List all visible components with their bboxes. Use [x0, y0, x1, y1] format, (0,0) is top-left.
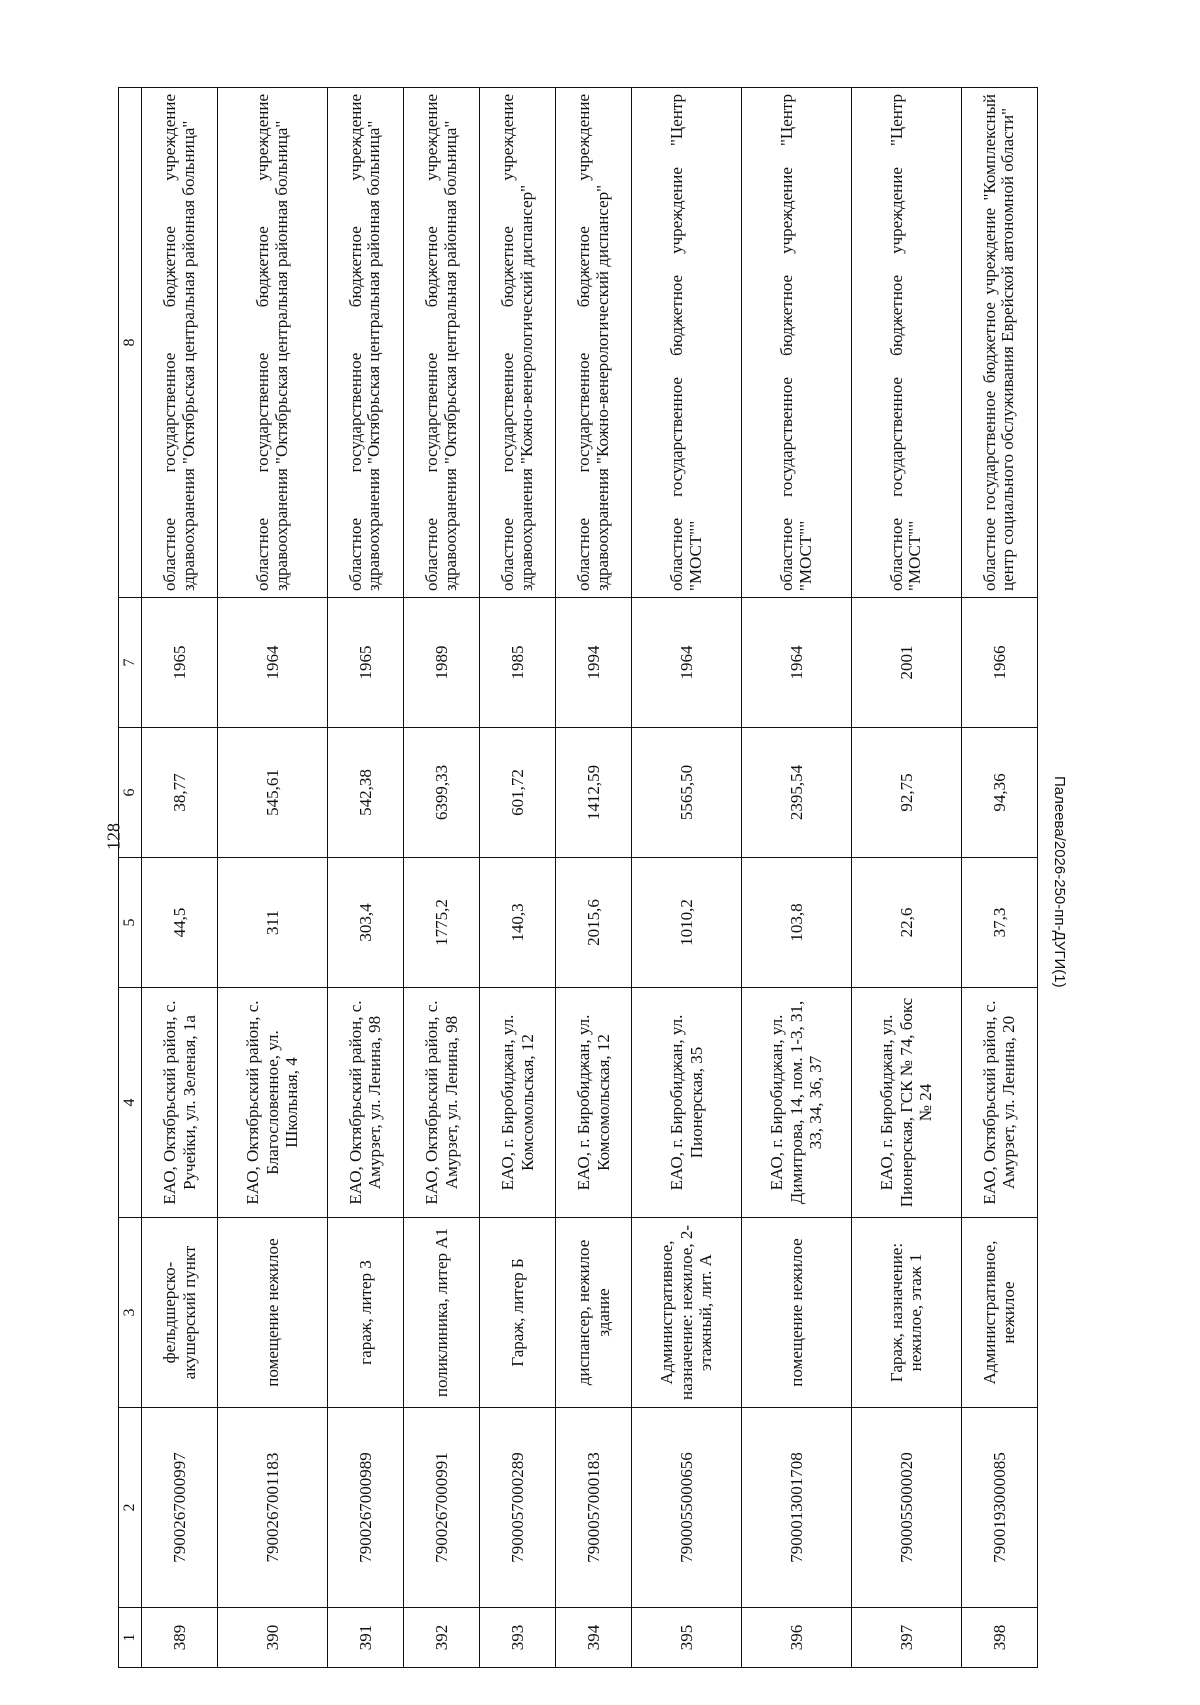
row-number-cell: 397 — [851, 1608, 961, 1668]
owner-cell: областное государственное бюджетное учреждение здравоохранения "Кожно-венерологический диспансер" — [556, 88, 632, 598]
area-cell: 311 — [218, 858, 328, 988]
cadastral-number-cell: 7900193000085 — [961, 1408, 1037, 1608]
owner-cell: областное государственное бюджетное учреждение здравоохранения "Октябрьская центральная районная больница" — [218, 88, 328, 598]
object-name-cell: Административное, нежилое — [961, 1218, 1037, 1408]
column-header: 6 — [119, 728, 142, 858]
cadastral-number-cell: 7900267001183 — [218, 1408, 328, 1608]
year-cell: 1966 — [961, 598, 1037, 728]
owner-cell: областное государственное бюджетное учреждение "Комплексный центр социального обслуживания Еврейской автономной области" — [961, 88, 1037, 598]
object-name-cell: Гараж, литер Б — [480, 1218, 556, 1408]
table-row — [480, 88, 556, 1668]
address-cell: ЕАО, Октябрьский район, с. Амурзет, ул. Ленина, 98 — [327, 988, 403, 1218]
column-header: 4 — [119, 988, 142, 1218]
table-row — [556, 88, 632, 1668]
value-cell: 92,75 — [851, 728, 961, 858]
row-number-cell: 396 — [742, 1608, 852, 1668]
table-row — [851, 88, 961, 1668]
address-cell: ЕАО, г. Биробиджан, ул. Пионерская, 35 — [632, 988, 742, 1218]
year-cell: 1965 — [327, 598, 403, 728]
area-cell: 22,6 — [851, 858, 961, 988]
table-row — [961, 88, 1037, 1668]
value-cell: 601,72 — [480, 728, 556, 858]
owner-cell: областное государственное бюджетное учреждение "Центр "МОСТ"" — [632, 88, 742, 598]
document-footer-id: Палеева/2026-250-пп-ДУГИ(1) — [1051, 776, 1068, 988]
owner-cell: областное государственное бюджетное учреждение "Центр "МОСТ"" — [851, 88, 961, 598]
area-cell: 44,5 — [142, 858, 218, 988]
value-cell: 5565,50 — [632, 728, 742, 858]
column-header: 3 — [119, 1218, 142, 1408]
year-cell: 2001 — [851, 598, 961, 728]
area-cell: 37,3 — [961, 858, 1037, 988]
address-cell: ЕАО, г. Биробиджан, ул. Пионерская, ГСК № 74, бокс № 24 — [851, 988, 961, 1218]
property-table — [118, 87, 1038, 1668]
cadastral-number-cell: 7900057000289 — [480, 1408, 556, 1608]
year-cell: 1994 — [556, 598, 632, 728]
table-header-row — [119, 88, 142, 1668]
area-cell: 303,4 — [327, 858, 403, 988]
column-header: 2 — [119, 1408, 142, 1608]
object-name-cell: фельдшерско-акушерский пункт — [142, 1218, 218, 1408]
cadastral-number-cell: 7900055000020 — [851, 1408, 961, 1608]
object-name-cell: помещение нежилое — [218, 1218, 328, 1408]
page-number: 128 — [103, 823, 124, 850]
row-number-cell: 392 — [404, 1608, 480, 1668]
column-header: 5 — [119, 858, 142, 988]
property-table-wrapper — [118, 88, 1038, 1668]
table-row — [632, 88, 742, 1668]
column-header: 7 — [119, 598, 142, 728]
row-number-cell: 390 — [218, 1608, 328, 1668]
year-cell: 1964 — [632, 598, 742, 728]
table-row — [327, 88, 403, 1668]
table-row — [404, 88, 480, 1668]
address-cell: ЕАО, Октябрьский район, с. Ручейки, ул. Зеленая, 1а — [142, 988, 218, 1218]
row-number-cell: 398 — [961, 1608, 1037, 1668]
object-name-cell: Гараж, назначение: нежилое, этаж 1 — [851, 1218, 961, 1408]
cadastral-number-cell: 7900267000989 — [327, 1408, 403, 1608]
area-cell: 140,3 — [480, 858, 556, 988]
value-cell: 6399,33 — [404, 728, 480, 858]
object-name-cell: Административное, назначение: нежилое, 2-этажный, лит. А — [632, 1218, 742, 1408]
column-header: 1 — [119, 1608, 142, 1668]
address-cell: ЕАО, Октябрьский район, с. Амурзет, ул. Ленина, 98 — [404, 988, 480, 1218]
value-cell: 2395,54 — [742, 728, 852, 858]
row-number-cell: 395 — [632, 1608, 742, 1668]
area-cell: 1775,2 — [404, 858, 480, 988]
cadastral-number-cell: 7900267000991 — [404, 1408, 480, 1608]
row-number-cell: 391 — [327, 1608, 403, 1668]
object-name-cell: диспансер, нежилое здание — [556, 1218, 632, 1408]
table-row — [142, 88, 218, 1668]
address-cell: ЕАО, г. Биробиджан, ул. Комсомольская, 12 — [556, 988, 632, 1218]
year-cell: 1964 — [742, 598, 852, 728]
area-cell: 103,8 — [742, 858, 852, 988]
value-cell: 545,61 — [218, 728, 328, 858]
row-number-cell: 393 — [480, 1608, 556, 1668]
value-cell: 542,38 — [327, 728, 403, 858]
cadastral-number-cell: 7900013001708 — [742, 1408, 852, 1608]
row-number-cell: 394 — [556, 1608, 632, 1668]
object-name-cell: поликлиника, литер А1 — [404, 1218, 480, 1408]
object-name-cell: помещение нежилое — [742, 1218, 852, 1408]
cadastral-number-cell: 7900057000183 — [556, 1408, 632, 1608]
address-cell: ЕАО, Октябрьский район, с. Благословенное, ул. Школьная, 4 — [218, 988, 328, 1218]
value-cell: 94,36 — [961, 728, 1037, 858]
year-cell: 1965 — [142, 598, 218, 728]
table-row — [218, 88, 328, 1668]
area-cell: 1010,2 — [632, 858, 742, 988]
year-cell: 1964 — [218, 598, 328, 728]
owner-cell: областное государственное бюджетное учреждение здравоохранения "Октябрьская центральная районная больница" — [142, 88, 218, 598]
owner-cell: областное государственное бюджетное учреждение здравоохранения "Октябрьская центральная районная больница" — [404, 88, 480, 598]
area-cell: 2015,6 — [556, 858, 632, 988]
owner-cell: областное государственное бюджетное учреждение "Центр "МОСТ"" — [742, 88, 852, 598]
column-header: 8 — [119, 88, 142, 598]
row-number-cell: 389 — [142, 1608, 218, 1668]
value-cell: 1412,59 — [556, 728, 632, 858]
owner-cell: областное государственное бюджетное учреждение здравоохранения "Кожно-венерологический диспансер" — [480, 88, 556, 598]
address-cell: ЕАО, Октябрьский район, с. Амурзет, ул. Ленина, 20 — [961, 988, 1037, 1218]
cadastral-number-cell: 7900055000656 — [632, 1408, 742, 1608]
table-row — [742, 88, 852, 1668]
year-cell: 1985 — [480, 598, 556, 728]
cadastral-number-cell: 7900267000997 — [142, 1408, 218, 1608]
year-cell: 1989 — [404, 598, 480, 728]
value-cell: 38,77 — [142, 728, 218, 858]
address-cell: ЕАО, г. Биробиджан, ул. Димитрова, 14, пом. 1-3, 31, 33, 34, 36, 37 — [742, 988, 852, 1218]
table-body — [142, 88, 1038, 1668]
owner-cell: областное государственное бюджетное учреждение здравоохранения "Октябрьская центральная районная больница" — [327, 88, 403, 598]
object-name-cell: гараж, литер 3 — [327, 1218, 403, 1408]
address-cell: ЕАО, г. Биробиджан, ул. Комсомольская, 12 — [480, 988, 556, 1218]
